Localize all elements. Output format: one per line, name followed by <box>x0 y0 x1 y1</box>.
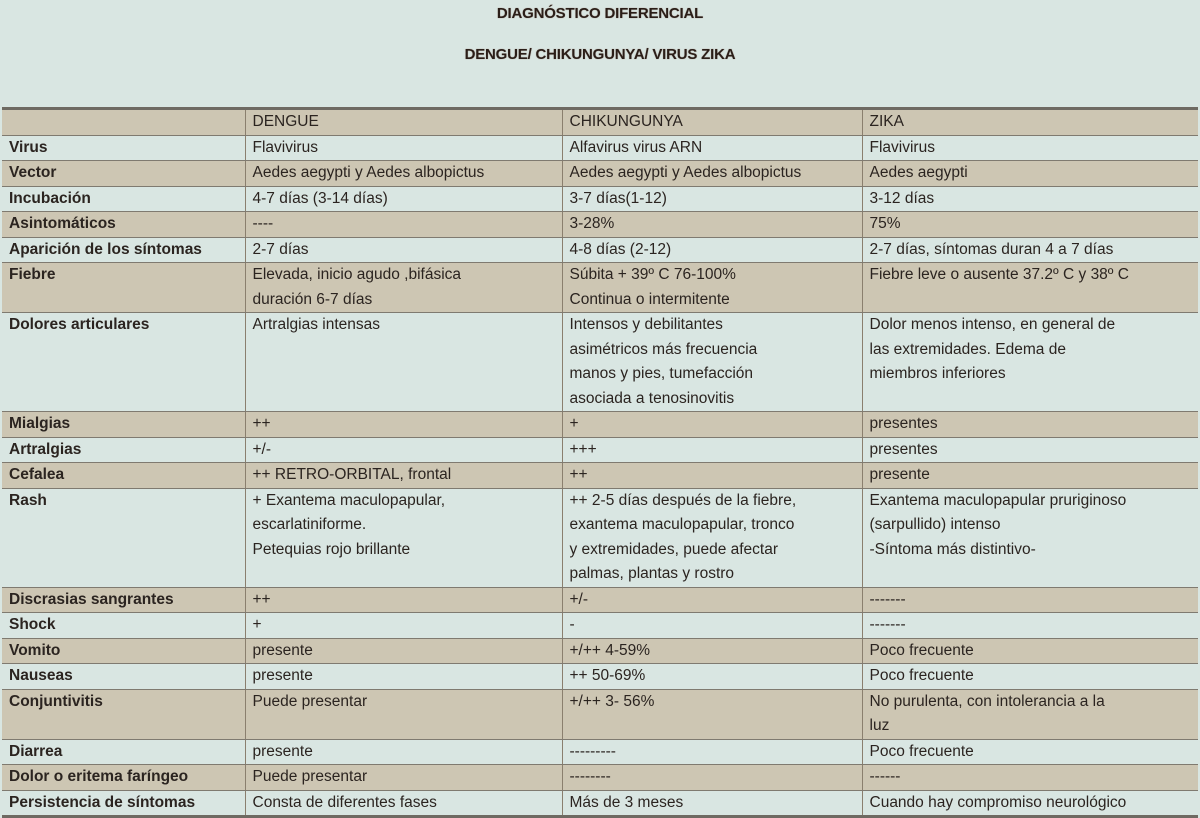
document-title: DIAGNÓSTICO DIFERENCIAL <box>496 5 704 22</box>
cell-line: luz <box>869 717 890 734</box>
header-cell-empty <box>2 109 245 136</box>
row-label: Dolores articulares <box>2 313 245 412</box>
cell-line: Intensos y debilitantes <box>569 316 723 333</box>
cell-zika <box>862 412 1198 438</box>
cell-line: - <box>569 616 575 633</box>
table-row <box>2 765 1198 791</box>
cell-line: Puede presentar <box>252 692 368 710</box>
cell-zika <box>862 790 1198 817</box>
cell-zika <box>862 263 1198 313</box>
row-label: Artralgias <box>2 437 245 463</box>
cell-dengue <box>245 212 562 238</box>
cell-zika <box>862 463 1198 489</box>
cell-chikungunya <box>562 212 862 238</box>
cell-line: Puede presentar <box>252 768 368 785</box>
row-label: Rash <box>2 488 245 587</box>
cell-line: Petequias rojo brillante <box>252 540 411 558</box>
cell-line: 3-12 días <box>869 189 935 207</box>
cell-zika <box>862 765 1198 791</box>
cell-dengue <box>245 263 562 313</box>
cell-dengue <box>245 664 562 690</box>
cell-chikungunya <box>562 135 862 161</box>
cell-zika <box>862 161 1198 187</box>
cell-chikungunya <box>562 263 862 313</box>
cell-line: --------- <box>569 742 616 760</box>
cell-chikungunya <box>562 463 862 489</box>
table-row <box>2 412 1198 438</box>
cell-line: Aedes aegypti <box>869 164 968 181</box>
cell-line: ++ RETRO-ORBITAL, frontal <box>252 466 452 483</box>
cell-line: Dolor menos intenso, en general de <box>869 316 1116 333</box>
cell-zika <box>862 664 1198 690</box>
table-body <box>2 135 1198 817</box>
cell-dengue <box>245 790 562 817</box>
cell-line: -Síntoma más distintivo- <box>869 540 1036 558</box>
cell-line: Súbita + 39º C 76-100% <box>569 266 736 283</box>
cell-line: Continua o intermitente <box>569 290 730 308</box>
cell-chikungunya <box>562 437 862 463</box>
cell-line: manos y pies, tumefacción <box>569 365 754 382</box>
cell-line: Flavivirus <box>252 138 318 156</box>
cell-zika <box>862 587 1198 613</box>
cell-line: 2-7 días <box>252 240 309 258</box>
cell-dengue <box>245 161 562 187</box>
cell-zika <box>862 313 1198 412</box>
cell-line: Fiebre leve o ausente 37.2º C y 38º C <box>869 266 1129 283</box>
cell-line: 4-7 días (3-14 días) <box>252 189 388 207</box>
cell-dengue <box>245 488 562 587</box>
cell-line: Aedes aegypti y Aedes albopictus <box>569 164 802 181</box>
cell-line: ------- <box>869 616 906 633</box>
cell-dengue <box>245 437 562 463</box>
cell-zika <box>862 638 1198 664</box>
cell-line: presente <box>869 466 930 483</box>
cell-chikungunya <box>562 790 862 817</box>
cell-line: + <box>252 616 262 633</box>
cell-line: +/- <box>569 590 589 608</box>
cell-chikungunya <box>562 237 862 263</box>
cell-line: ++ 2-5 días después de la fiebre, <box>569 491 797 509</box>
cell-line: escarlatiniforme. <box>252 516 367 533</box>
cell-line: miembros inferiores <box>869 365 1006 382</box>
cell-line: duración 6-7 días <box>252 290 373 308</box>
table-row <box>2 135 1198 161</box>
cell-line: exantema maculopapular, tronco <box>569 516 795 533</box>
cell-zika <box>862 135 1198 161</box>
row-label: Dolor o eritema faríngeo <box>2 765 245 791</box>
cell-line: presente <box>252 742 313 760</box>
cell-chikungunya <box>562 161 862 187</box>
cell-dengue <box>245 237 562 263</box>
cell-line: presente <box>252 641 313 659</box>
cell-chikungunya <box>562 313 862 412</box>
row-label: Diarrea <box>2 739 245 765</box>
cell-line: las extremidades. Edema de <box>869 340 1066 358</box>
cell-line: Elevada, inicio agudo ,bifásica <box>252 266 462 283</box>
table-row <box>2 739 1198 765</box>
cell-line: Alfavirus virus ARN <box>569 138 703 156</box>
cell-line: +/++ 4-59% <box>569 641 651 659</box>
cell-dengue <box>245 587 562 613</box>
cell-line: 4-8 días (2-12) <box>569 240 672 258</box>
row-label: Mialgias <box>2 412 245 438</box>
cell-line: 75% <box>869 215 901 232</box>
cell-chikungunya <box>562 664 862 690</box>
cell-line: Poco frecuente <box>869 742 974 760</box>
table-row <box>2 161 1198 187</box>
header-cell-zika: ZIKA <box>862 109 1198 136</box>
cell-line: +/- <box>252 440 272 458</box>
row-label: Vector <box>2 161 245 187</box>
document-subtitle: DENGUE/ CHIKUNGUNYA/ VIRUS ZIKA <box>464 46 736 63</box>
table-row <box>2 263 1198 313</box>
cell-line: ++ <box>252 415 271 432</box>
cell-zika <box>862 186 1198 212</box>
row-label: Vomito <box>2 638 245 664</box>
cell-dengue <box>245 135 562 161</box>
cell-line: (sarpullido) intenso <box>869 516 1001 533</box>
cell-line: Más de 3 meses <box>569 793 684 811</box>
cell-zika <box>862 437 1198 463</box>
table-row <box>2 638 1198 664</box>
table-row <box>2 212 1198 238</box>
row-label: Conjuntivitis <box>2 689 245 739</box>
cell-line: presente <box>252 667 313 684</box>
cell-dengue <box>245 689 562 739</box>
cell-line: asimétricos más frecuencia <box>569 340 758 358</box>
row-label: Shock <box>2 613 245 639</box>
cell-dengue <box>245 313 562 412</box>
cell-line: ------ <box>869 768 901 785</box>
cell-chikungunya <box>562 186 862 212</box>
cell-zika <box>862 212 1198 238</box>
cell-line: Exantema maculopapular pruriginoso <box>869 491 1127 509</box>
header-cell-chikungunya: CHIKUNGUNYA <box>562 109 862 136</box>
row-label: Asintomáticos <box>2 212 245 238</box>
table-header-row <box>2 109 1198 136</box>
header-cell-dengue: DENGUE <box>245 109 562 136</box>
cell-line: asociada a tenosinovitis <box>569 389 735 407</box>
table-row <box>2 689 1198 739</box>
cell-line: Consta de diferentes fases <box>252 793 437 811</box>
row-label: Fiebre <box>2 263 245 313</box>
cell-line: 3-28% <box>569 215 615 232</box>
row-label: Virus <box>2 135 245 161</box>
cell-dengue <box>245 739 562 765</box>
cell-line: 2-7 días, síntomas duran 4 a 7 días <box>869 240 1114 258</box>
table-row <box>2 437 1198 463</box>
table-row <box>2 664 1198 690</box>
table-row <box>2 313 1198 412</box>
cell-line: Aedes aegypti y Aedes albopictus <box>252 164 485 181</box>
cell-dengue <box>245 613 562 639</box>
cell-chikungunya <box>562 412 862 438</box>
cell-chikungunya <box>562 638 862 664</box>
cell-line: Poco frecuente <box>869 641 974 659</box>
cell-line: palmas, plantas y rostro <box>569 565 735 582</box>
row-label: Cefalea <box>2 463 245 489</box>
cell-chikungunya <box>562 765 862 791</box>
cell-chikungunya <box>562 488 862 587</box>
table-row <box>2 237 1198 263</box>
cell-line: + <box>569 415 579 432</box>
cell-chikungunya <box>562 613 862 639</box>
table-row <box>2 488 1198 587</box>
cell-chikungunya <box>562 739 862 765</box>
cell-line: ++ <box>569 466 588 483</box>
table-row <box>2 463 1198 489</box>
cell-line: 3-7 días(1-12) <box>569 189 667 207</box>
row-label: Discrasias sangrantes <box>2 587 245 613</box>
cell-line: ---- <box>252 215 274 232</box>
row-label: Persistencia de síntomas <box>2 790 245 817</box>
table-row <box>2 613 1198 639</box>
row-label: Nauseas <box>2 664 245 690</box>
cell-line: presentes <box>869 415 938 432</box>
table-row <box>2 587 1198 613</box>
cell-line: ------- <box>869 590 906 608</box>
cell-line: ++ 50-69% <box>569 667 646 684</box>
cell-line: Artralgias intensas <box>252 316 381 333</box>
cell-zika <box>862 739 1198 765</box>
cell-line: y extremidades, puede afectar <box>569 540 779 558</box>
cell-line: Poco frecuente <box>869 667 974 684</box>
table-row <box>2 186 1198 212</box>
cell-dengue <box>245 412 562 438</box>
cell-line: +/++ 3- 56% <box>569 692 655 710</box>
cell-dengue <box>245 765 562 791</box>
cell-zika <box>862 237 1198 263</box>
cell-zika <box>862 613 1198 639</box>
table-row <box>2 790 1198 817</box>
cell-line: presentes <box>869 440 938 458</box>
cell-line: + Exantema maculopapular, <box>252 491 446 509</box>
differential-diagnosis-table <box>2 107 1198 818</box>
cell-line: -------- <box>569 768 611 785</box>
cell-chikungunya <box>562 689 862 739</box>
cell-zika <box>862 488 1198 587</box>
cell-line: Cuando hay compromiso neurológico <box>869 793 1127 811</box>
cell-line: Flavivirus <box>869 138 935 156</box>
cell-zika <box>862 689 1198 739</box>
cell-dengue <box>245 463 562 489</box>
cell-chikungunya <box>562 587 862 613</box>
cell-line: ++ <box>252 590 271 608</box>
row-label: Aparición de los síntomas <box>2 237 245 263</box>
cell-line: No purulenta, con intolerancia a la <box>869 692 1105 710</box>
cell-dengue <box>245 186 562 212</box>
cell-line: +++ <box>569 440 597 458</box>
cell-dengue <box>245 638 562 664</box>
row-label: Incubación <box>2 186 245 212</box>
